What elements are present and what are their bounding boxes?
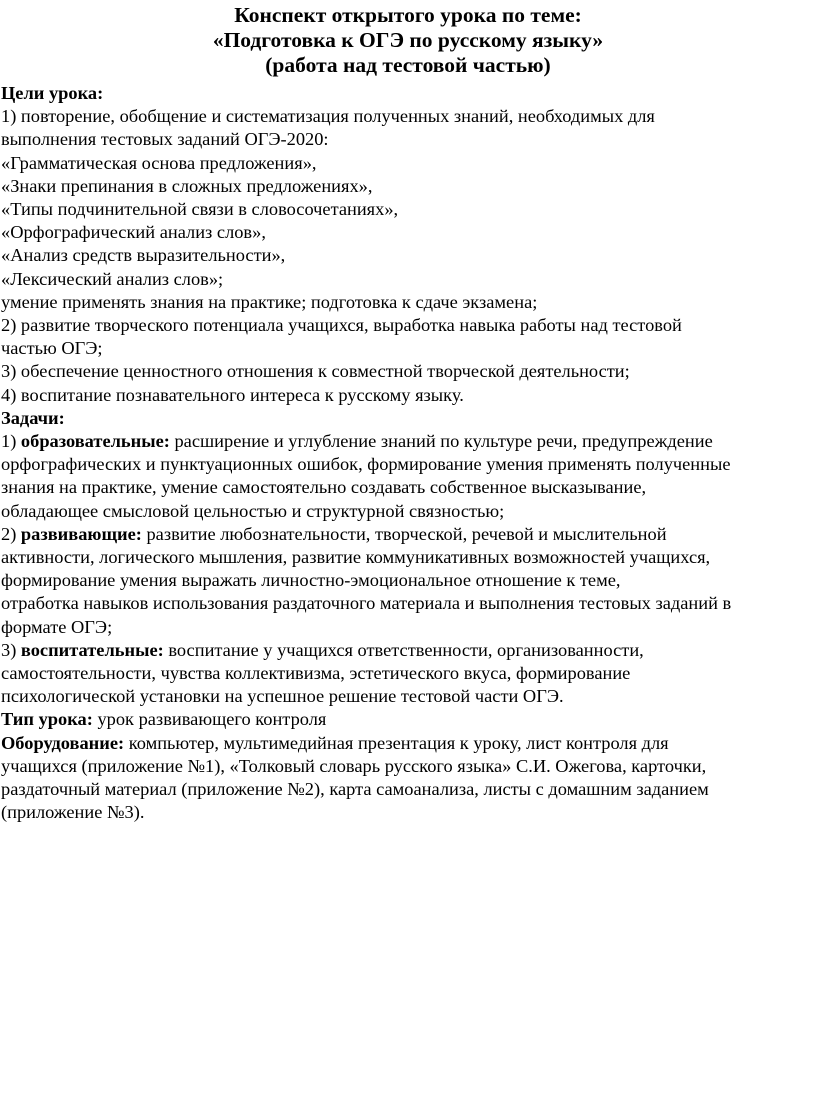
task-text: воспитание у учащихся ответственности, организованности, — [163, 639, 644, 660]
equipment-line: раздаточный материал (приложение №2), карта самоанализа, листы с домашним заданием — [1, 779, 709, 800]
equipment-line: (приложение №3). — [1, 802, 145, 823]
title-line: Конспект открытого урока по теме: — [234, 3, 582, 27]
equipment — [1, 732, 815, 755]
goals-line: «Типы подчинительной связи в словосочетаниях», — [1, 199, 399, 220]
equipment-text: компьютер, мультимедийная презентация к уроку, лист контроля для — [124, 732, 669, 753]
goals-line: 2) развитие творческого потенциала учащихся, выработка навыка работы над тестовой — [1, 315, 682, 336]
goals-line: «Анализ средств выразительности», — [1, 245, 286, 266]
goals-line: «Орфографический анализ слов», — [1, 222, 266, 243]
goals-line: умение применять знания на практике; подготовка к сдаче экзамена; — [1, 291, 538, 312]
goals-line: «Знаки препинания в сложных предложениях», — [1, 175, 373, 196]
lesson-type-label: Тип урока: — [1, 709, 93, 730]
task-label: образовательные: — [20, 431, 170, 452]
page-title — [0, 0, 816, 78]
goals-line: «Грамматическая основа предложения», — [1, 152, 317, 173]
task-line: формате ОГЭ; — [1, 616, 113, 637]
title-line: (работа над тестовой частью) — [265, 53, 551, 77]
task-item-developing — [1, 523, 815, 546]
task-text: развитие любознательности, творческой, речевой и мыслительной — [141, 523, 667, 544]
task-number: 2) — [1, 523, 21, 544]
task-number: 3) — [1, 639, 21, 660]
task-line: обладающее смысловой цельностью и структурной связностью; — [1, 500, 505, 521]
task-line: активности, логического мышления, развитие коммуникативных возможностей учащихся, — [1, 547, 711, 568]
title-line: «Подготовка к ОГЭ по русскому языку» — [212, 28, 604, 52]
task-line: орфографических и пунктуационных ошибок, формирование умения применять полученные — [1, 454, 731, 475]
task-item-upbringing — [1, 639, 815, 662]
task-line: знания на практике, умение самостоятельно создавать собственное высказывание, — [1, 477, 647, 498]
task-line: самостоятельности, чувства коллективизма, эстетического вкуса, формирование — [1, 663, 631, 684]
task-label: воспитательные: — [20, 639, 164, 660]
equipment-line: учащихся (приложение №1), «Толковый словарь русского языка» С.И. Ожегова, карточки, — [1, 755, 707, 776]
goals-line: частью ОГЭ; — [1, 338, 103, 359]
document-body — [1, 82, 815, 825]
goals-line: «Лексический анализ слов»; — [1, 268, 224, 289]
goals-heading: Цели урока: — [1, 83, 104, 103]
equipment-label: Оборудование: — [1, 732, 125, 753]
task-line: формирование умения выражать личностно-эмоциональное отношение к теме, — [1, 570, 621, 591]
goals-line: 1) повторение, обобщение и систематизация полученных знаний, необходимых для — [1, 106, 655, 127]
task-number: 1) — [1, 431, 21, 452]
lesson-type — [1, 708, 815, 731]
goals-line: 3) обеспечение ценностного отношения к совместной творческой деятельности; — [1, 361, 630, 382]
goals-line: выполнения тестовых заданий ОГЭ-2020: — [1, 129, 329, 150]
lesson-type-value: урок развивающего контроля — [92, 709, 327, 730]
task-text: расширение и углубление знаний по культуре речи, предупреждение — [169, 431, 713, 452]
tasks-heading: Задачи: — [1, 407, 65, 428]
goals-line: 4) воспитание познавательного интереса к русскому языку. — [1, 384, 464, 405]
task-label: развивающие: — [20, 523, 142, 544]
task-line: отработка навыков использования раздаточного материала и выполнения тестовых заданий в — [1, 593, 732, 614]
task-line: психологической установки на успешное решение тестовой части ОГЭ. — [1, 686, 564, 707]
task-item-educational — [1, 430, 815, 453]
